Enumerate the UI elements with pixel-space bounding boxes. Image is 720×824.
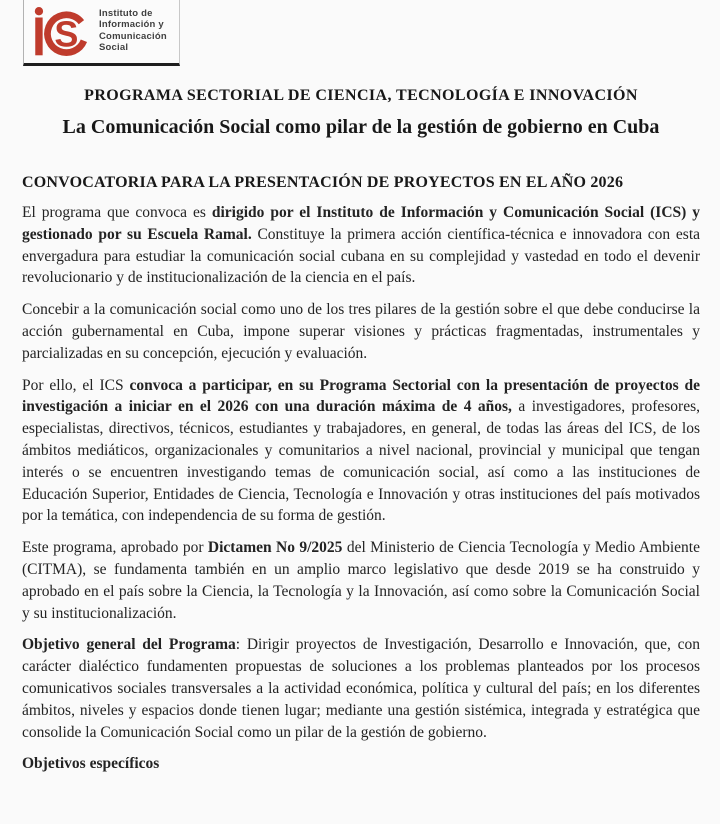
paragraph-conception: Concebir a la comunicación social como uno de los tres pilares de la gestión sobre el que debe conducirse la acción gubernamental en Cuba, impone superar visiones y prácticas fragmentadas, instrumentales y parcializadas en su concepción, ejecución y evaluación. (22, 301, 700, 362)
paragraph-program-intro: El programa que convoca es dirigido por el Instituto de Información y Comunicación Social (ICS) y gestionado por su Escuela Ramal. Constituye la primera acción científica-técnica e innovadora con esta envergadura para estudiar la comunicación social cubana en su complejidad y vastedad en todo el devenir revolucionario y de institucionalización de la ciencia en el país. (22, 204, 701, 287)
paragraph-call-to-participate: Por ello, el ICS convoca a participar, en su Programa Sectorial con la presentación de proyectos de investigación a iniciar en el 2026 con una duración máxima de 4 años, a investigadores, profesores, especialistas, directivos, técnicos, estudiantes y trabajadores, en general, de todas las áreas del ICS, de los ámbitos mediáticos, organizacionales y comunitarios a nivel nacional, provincial y municipal que tengan interés o se encuentren investigando temas de comunicación social, así como a las instituciones de Educación Superior, Entidades de Ciencia, Tecnología e Innovación y otras instituciones del país motivados por la temática, con independencia de su forma de gestión. (22, 376, 700, 525)
logo-text-line-2: Información y (99, 19, 164, 30)
logo-text-line-4: Social (99, 42, 129, 53)
program-title: PROGRAMA SECTORIAL DE CIENCIA, TECNOLOGÍA E INNOVACIÓN (84, 87, 638, 104)
call-title: CONVOCATORIA PARA LA PRESENTACIÓN DE PROYECTOS EN EL AÑO 2026 (22, 174, 624, 191)
ics-logo (23, 0, 180, 66)
svg-text:S: S (54, 12, 79, 54)
ics-logo-icon (29, 4, 93, 58)
logo-text-line-3: Comunicación (99, 30, 167, 42)
paragraph-legal-basis: Este programa, aprobado por Dictamen No 9/2025 del Ministerio de Ciencia Tecnología y Medio Ambiente (CITMA), se fundamenta también en un amplio marco legislativo que desde 2019 se ha construido y aprobado en el país sobre la Ciencia, la Tecnología y la Innovación, así como sobre la Comunicación Social y su institucionalización. (22, 539, 700, 622)
cutoff-next-heading: Objetivos específicos (22, 755, 160, 773)
paragraph-general-objective: Objetivo general del Programa: Dirigir proyectos de Investigación, Desarrollo e Innovación, que, con carácter dialéctico fundamenten propuestas de soluciones a los problemas planteados por los procesos comunicativos sociales transversales a la actividad económica, política y cultural del país; en los diferentes ámbitos, niveles y espacios donde tienen lugar; mediante una gestión sistémica, integrada y estratégica que consolide la Comunicación Social como un pilar de la gestión de gobierno. (22, 636, 701, 741)
logo-text (99, 8, 167, 54)
document-title: La Comunicación Social como pilar de la gestión de gobierno en Cuba (62, 116, 660, 138)
logo-text-line-1: Instituto de (99, 7, 153, 19)
